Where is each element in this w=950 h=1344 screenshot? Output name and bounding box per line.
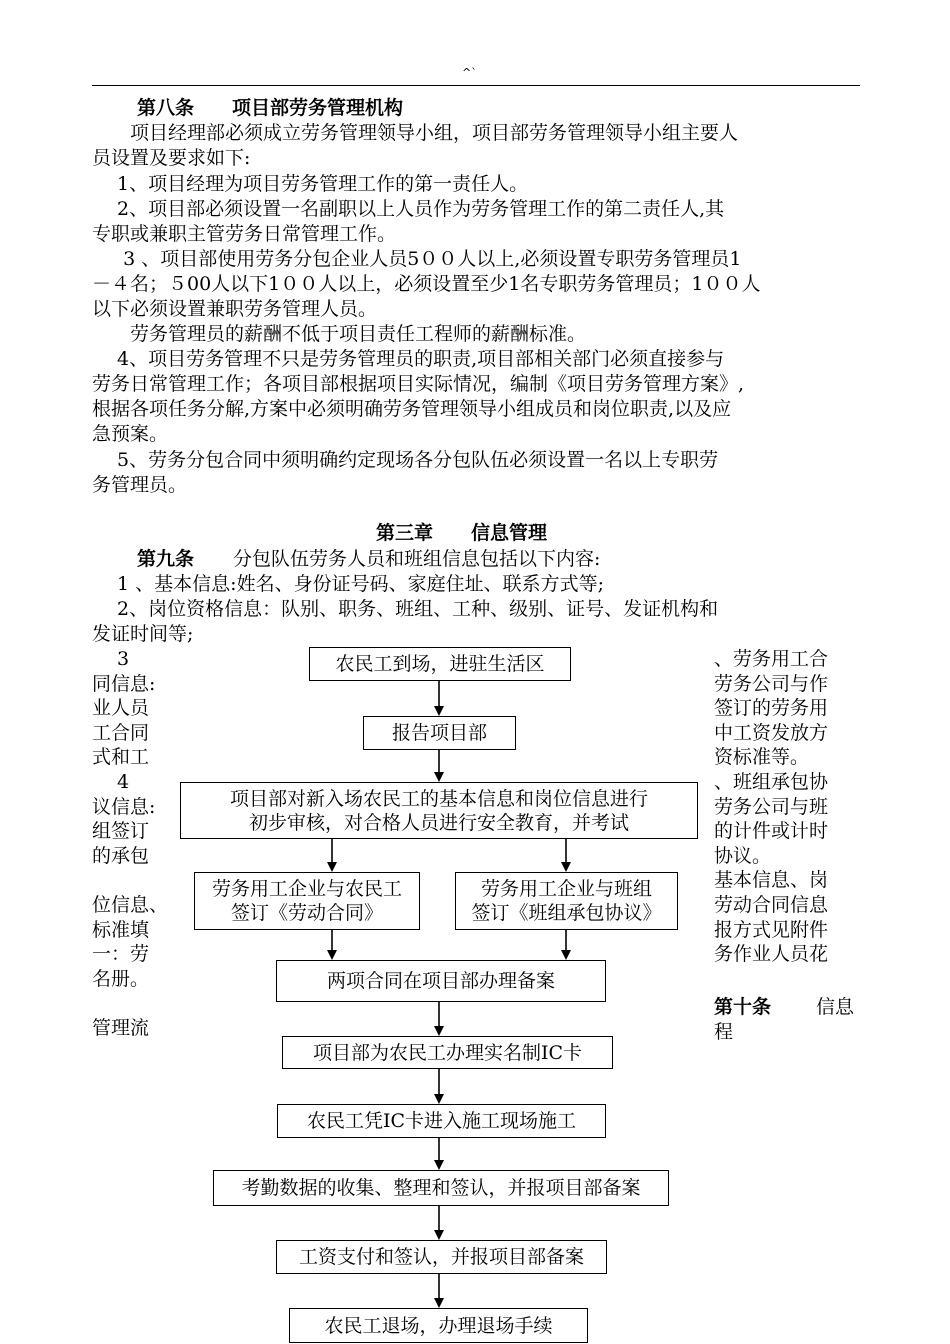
article-10-text: 信息 <box>778 996 855 1018</box>
flow-step-exit: 农民工退场，办理退场手续 <box>289 1308 588 1343</box>
wrap-line: 劳动合同信息 <box>714 893 829 916</box>
flow-step-labor-contract: 劳务用工企业与农民工 签订《劳动合同》 <box>194 872 420 930</box>
wrap-line: 管理流 <box>92 1016 150 1039</box>
body-line: 3 、项目部使用劳务分包企业人员5００人以上,必须设置专职劳务管理员1 <box>92 248 742 270</box>
flow-step-arrival: 农民工到场，进驻生活区 <box>309 647 571 681</box>
article-9-title: 第九条 <box>137 548 195 570</box>
flow-step-team-agreement: 劳务用工企业与班组 签订《班组承包协议》 <box>455 872 678 930</box>
body-line: 以下必须设置兼职劳务管理人员。 <box>92 298 378 320</box>
article-10-title: 第十条 <box>714 996 772 1018</box>
wrap-line: 、班组承包协 <box>714 770 829 793</box>
body-line: 劳务管理员的薪酬不低于项目责任工程师的薪酬标准。 <box>92 323 587 345</box>
body-line: 员设置及要求如下: <box>92 147 251 169</box>
wrap-line: 式和工 <box>92 746 150 769</box>
flow-step-filing: 两项合同在项目部办理备案 <box>276 960 606 1002</box>
body-line: 4、项目劳务管理不只是劳务管理员的职责,项目部相关部门必须直接参与 <box>92 348 725 370</box>
flow-step-review: 项目部对新入场农民工的基本信息和岗位信息进行 初步审核，对合格人员进行安全教育，并考试 <box>180 782 698 839</box>
wrap-line: 劳务公司与作 <box>714 672 829 695</box>
wrap-line: 、劳务用工合 <box>714 648 829 670</box>
wrap-line: 中工资发放方 <box>714 721 829 744</box>
article-9-intro: 分包队伍劳务人员和班组信息包括以下内容: <box>214 548 601 570</box>
body-line: 务管理员。 <box>92 474 188 496</box>
flow-step-attendance: 考勤数据的收集、整理和签认，并报项目部备案 <box>213 1170 669 1206</box>
flow-step-report: 报告项目部 <box>363 716 516 750</box>
wrap-line: 务作业人员花 <box>714 943 829 966</box>
wrap-line: 劳务公司与班 <box>714 795 829 818</box>
body-line: 项目经理部必须成立劳务管理领导小组，项目部劳务管理领导小组主要人 <box>92 122 739 144</box>
wrap-line: 一：劳 <box>92 943 150 966</box>
article-10-line2: 程 <box>714 1021 734 1043</box>
wrap-line: 业人员 <box>92 697 150 720</box>
wrap-line: 工合同 <box>92 721 150 744</box>
body-line: 1 、基本信息:姓名、身份证号码、家庭住址、联系方式等; <box>92 573 604 595</box>
wrap-line: 3 <box>92 648 130 670</box>
body-line: 劳务日常管理工作；各项目部根据项目实际情况，编制《项目劳务管理方案》, <box>92 373 745 395</box>
flow-step-ic-card: 项目部为农民工办理实名制IC卡 <box>282 1036 613 1069</box>
wrap-line: 同信息: <box>92 672 156 695</box>
wrap-line: 签订的劳务用 <box>714 697 829 720</box>
header-mark: ^` <box>462 66 477 79</box>
wrap-line: 报方式见附件 <box>714 918 829 941</box>
body-line: 2、岗位资格信息：队别、职务、班组、工种、级别、证号、发证机构和 <box>92 598 719 620</box>
wrap-line: 议信息: <box>92 795 156 818</box>
body-line: 急预案。 <box>92 423 169 445</box>
wrap-line: 组签订 <box>92 820 150 843</box>
body-line: 根据各项任务分解,方案中必须明确劳务管理领导小组成员和岗位职责,以及应 <box>92 398 732 420</box>
wrap-line: 基本信息、岗 <box>714 869 829 892</box>
body-line: 发证时间等; <box>92 623 194 645</box>
chapter-3-title: 第三章 信息管理 <box>376 522 548 544</box>
body-line: 专职或兼职主管劳务日常管理工作。 <box>92 223 397 245</box>
body-line: －４名；５00人以下1００人以上，必须设置至少1名专职劳务管理员；1００人 <box>92 273 761 295</box>
body-line: 1、项目经理为项目劳务管理工作的第一责任人。 <box>92 173 529 195</box>
wrap-line: 的承包 <box>92 844 150 867</box>
wrap-line: 资标准等。 <box>714 746 810 769</box>
body-line: 2、项目部必须设置一名副职以上人员作为劳务管理工作的第二责任人,其 <box>92 198 725 220</box>
wrap-line: 协议。 <box>714 844 772 867</box>
flow-step-enter-site: 农民工凭IC卡进入施工现场施工 <box>277 1104 606 1138</box>
flow-step-wage-payment: 工资支付和签认，并报项目部备案 <box>276 1240 607 1274</box>
article-8-title: 第八条 项目部劳务管理机构 <box>137 97 404 119</box>
wrap-line: 标准填 <box>92 918 150 941</box>
wrap-line: 的计件或计时 <box>714 820 829 843</box>
wrap-line: 位信息、 <box>92 893 169 916</box>
wrap-line: 名册。 <box>92 967 150 990</box>
body-line: 5、劳务分包合同中须明确约定现场各分包队伍必须设置一名以上专职劳 <box>92 449 719 471</box>
wrap-line: 4 <box>92 770 130 793</box>
